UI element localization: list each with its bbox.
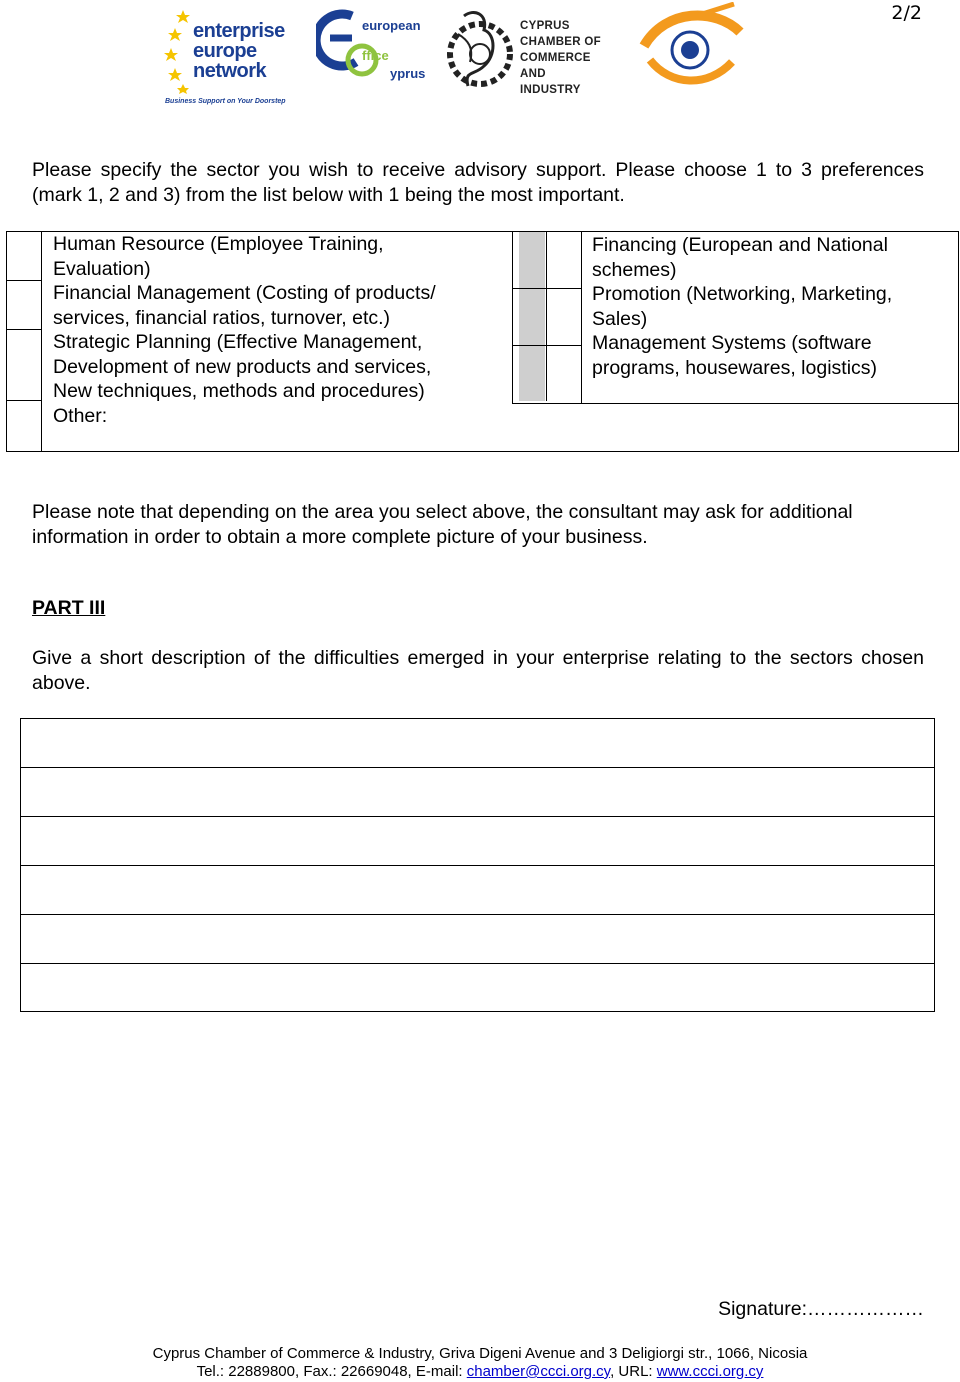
- left-checkbox-column: [7, 232, 42, 451]
- sector-financial-management: [53, 281, 513, 330]
- cyprus-chamber-logo: [444, 4, 619, 98]
- sector-label-line: New techniques, methods and procedures): [53, 380, 425, 402]
- sector-label-line: programs, housewares, logistics): [592, 356, 878, 379]
- stars-icon: [163, 4, 191, 94]
- eoc-word-3: yprus: [390, 66, 426, 81]
- sector-management-systems: [592, 331, 958, 380]
- description-prompt: Give a short description of the difficulties emerged in your enterprise relating to the sectors chosen above.: [32, 647, 924, 694]
- consultant-note: Please note that depending on the area you select above, the consultant may ask for additional information in order to obtain a more complete picture of your business.: [32, 501, 853, 548]
- sector-label-line: Development of new products and services,: [53, 355, 432, 378]
- sector-instructions: Please specify the sector you wish to receive advisory support. Please choose 1 to 3 preferences (mark 1, 2 and 3) from the list below with 1 being the most important.: [32, 159, 924, 206]
- een-word-1: enterprise: [193, 20, 285, 42]
- sector-selection-table: [6, 231, 959, 452]
- sector-strategic-planning: [53, 330, 513, 404]
- sector-label-line: Financial Management (Costing of products/: [53, 282, 436, 304]
- chamber-line-2: CHAMBER OF: [520, 36, 601, 48]
- footer-url-link[interactable]: www.ccci.org.cy: [656, 1363, 764, 1380]
- sector-label-line: Strategic Planning (Effective Management,: [53, 331, 423, 353]
- sector-label-line: Promotion (Networking, Marketing,: [592, 283, 893, 305]
- footer-url-label: , URL:: [610, 1363, 657, 1380]
- sector-label-line: Sales): [592, 307, 648, 330]
- checkbox-human-resource[interactable]: [7, 232, 41, 281]
- footer-tel: Tel.: 22889800, Fax.: 22669048, E-mail:: [196, 1363, 467, 1380]
- eoc-word-2: ffice: [362, 48, 389, 63]
- description-line[interactable]: [21, 866, 934, 915]
- checkbox-financial-management[interactable]: [7, 281, 41, 330]
- sector-label-line: schemes): [592, 258, 677, 281]
- sector-label-line: Human Resource (Employee Training,: [53, 233, 384, 255]
- checkbox-promotion[interactable]: [513, 289, 581, 346]
- description-line[interactable]: [21, 768, 934, 817]
- description-line[interactable]: [21, 964, 934, 1011]
- chamber-line-1: CYPRUS: [520, 20, 570, 32]
- sector-label-line: Management Systems (software: [592, 332, 872, 354]
- description-line[interactable]: [21, 915, 934, 964]
- sector-human-resource: [53, 232, 513, 281]
- footer-contact: [0, 1363, 960, 1381]
- european-office-cyprus-logo: [316, 4, 426, 86]
- checkbox-financing[interactable]: [513, 232, 581, 289]
- een-tagline: Business Support on Your Doorstep: [165, 98, 286, 105]
- checkbox-other[interactable]: [7, 401, 41, 449]
- sector-other: [53, 404, 513, 429]
- left-sector-labels: [53, 232, 513, 428]
- sector-label-line: Other:: [53, 404, 108, 427]
- right-checkbox-column: [512, 232, 582, 403]
- chamber-name: [520, 18, 619, 98]
- description-line[interactable]: [21, 817, 934, 866]
- sector-label-line: Evaluation): [53, 257, 151, 280]
- eye-emblem-icon: [636, 2, 746, 90]
- sector-promotion: [592, 282, 958, 331]
- sector-label-line: services, financial ratios, turnover, etc.): [53, 306, 391, 329]
- footer-address: Cyprus Chamber of Commerce & Industry, Griva Digeni Avenue and 3 Deligiorgi str., 1066, Nicosia: [152, 1345, 808, 1362]
- description-line[interactable]: [21, 719, 934, 768]
- enterprise-europe-network-logo: [163, 4, 286, 108]
- eye-logo: [636, 2, 746, 90]
- signature-field: Signature:………………: [718, 1298, 924, 1320]
- footer-email-link[interactable]: chamber@ccci.org.cy: [466, 1363, 611, 1380]
- sector-financing: [592, 233, 958, 282]
- chamber-line-4: INDUSTRY: [520, 84, 581, 96]
- een-word-2: europe: [193, 40, 257, 62]
- een-word-3: network: [193, 60, 267, 82]
- eoc-word-1: european: [362, 18, 421, 33]
- sector-label-line: Financing (European and National: [592, 234, 888, 256]
- header-logos: [0, 0, 960, 110]
- description-lines: [20, 718, 935, 1012]
- chamber-emblem-icon: [444, 4, 516, 98]
- part-title: PART III: [32, 597, 106, 619]
- page-number: 2/2: [891, 2, 922, 24]
- right-sector-labels: [592, 233, 958, 380]
- right-sector-block: [512, 232, 958, 404]
- checkbox-strategic-planning[interactable]: [7, 330, 41, 401]
- checkbox-management-systems[interactable]: [513, 346, 581, 401]
- chamber-line-3: COMMERCE AND: [520, 52, 591, 80]
